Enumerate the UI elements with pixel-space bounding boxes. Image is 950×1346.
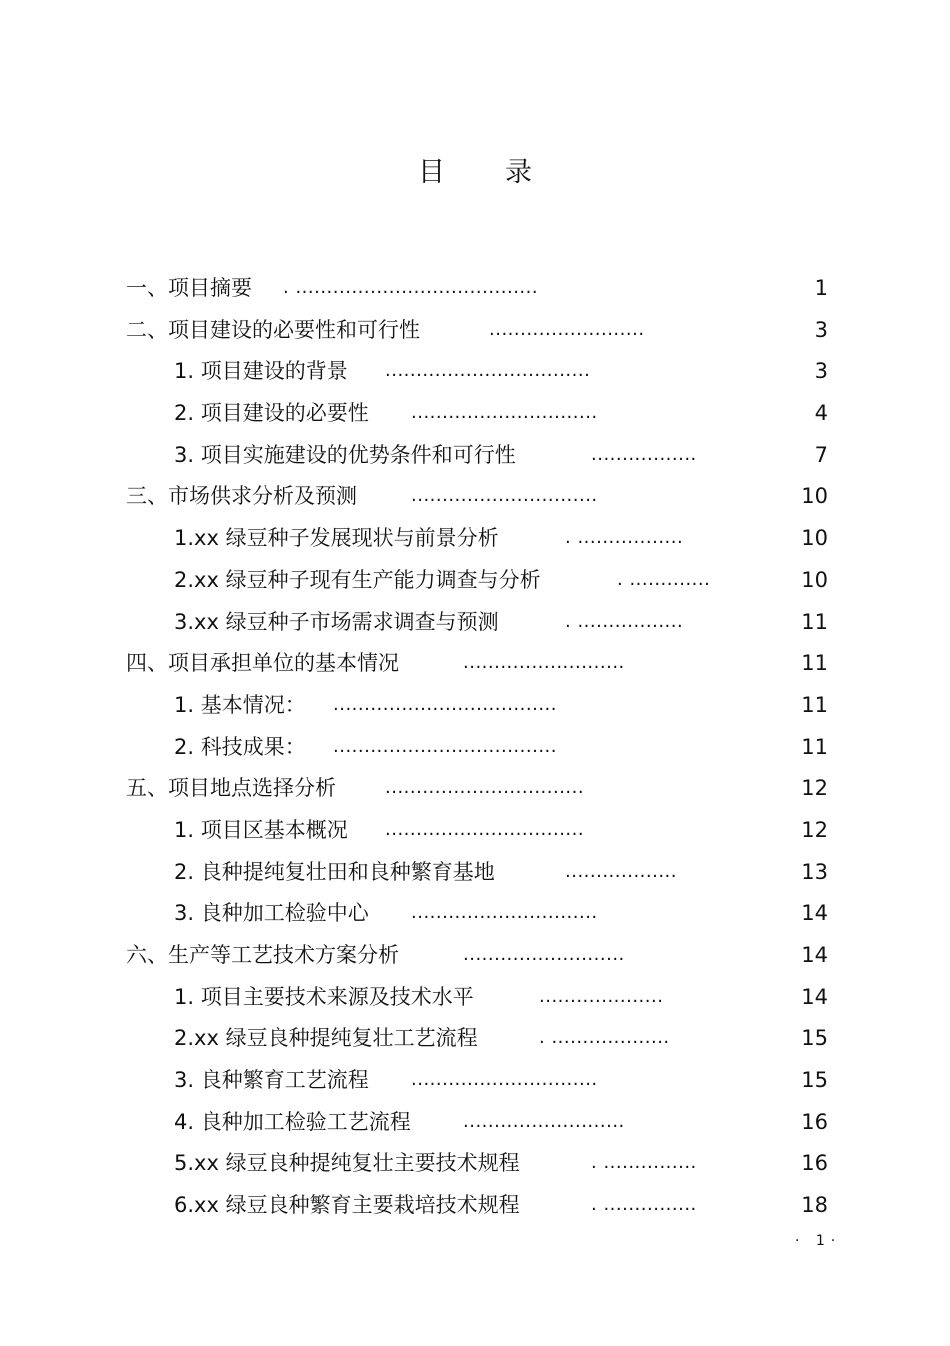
toc-entry-page-number: 11 [801,692,828,717]
toc-entry-leader-dots: . ....................................... [283,277,539,298]
toc-entry-label: 1. 项目主要技术来源及技术水平 [174,984,474,1009]
toc-entry-label: 二、项目建设的必要性和可行性 [126,317,420,342]
toc-entry-label: 4. 良种加工检验工艺流程 [174,1109,411,1134]
toc-entry[interactable] [0,520,950,562]
toc-title-char-2: 录 [505,157,532,188]
toc-entry-page-number: 14 [801,901,828,926]
toc-entry-label: 2. 科技成果： [174,734,306,759]
toc-entry-page-number: 16 [801,1151,828,1176]
toc-entry-label: 3. 良种繁育工艺流程 [174,1068,369,1093]
toc-entry-page-number: 15 [801,1026,828,1051]
page-number-footer: · 1· [795,1233,842,1249]
toc-entry[interactable] [0,729,950,771]
toc-entry-leader-dots: . ............... [591,1152,697,1174]
toc-entry[interactable] [0,687,950,729]
toc-entry-label: 5.xx 绿豆良种提纯复壮主要技术规程 [174,1151,520,1176]
toc-entry-leader-dots: .................... [539,985,664,1007]
toc-entry-leader-dots: .................. [565,860,677,882]
toc-entry[interactable] [0,1104,950,1146]
toc-title-char-1: 目 [418,157,445,188]
toc-entry-page-number: 12 [801,776,828,801]
toc-entry-label: 6.xx 绿豆良种繁育主要栽培技术规程 [174,1193,520,1218]
toc-entry-page-number: 18 [801,1193,828,1218]
toc-entry-leader-dots: .......................... [463,944,625,965]
toc-entry[interactable] [0,770,950,812]
toc-entry-leader-dots: . ............... [591,1194,697,1216]
toc-entry-page-number: 3 [814,317,828,342]
toc-entry[interactable] [0,604,950,646]
toc-entry-label: 2.xx 绿豆种子现有生产能力调查与分析 [174,567,541,592]
toc-entry-label: 3. 良种加工检验中心 [174,901,369,926]
toc-entry-page-number: 11 [801,651,828,676]
toc-entry[interactable] [0,353,950,395]
toc-entry-leader-dots: .......................... [463,1110,625,1132]
toc-entry-label: 1. 项目区基本概况 [174,817,348,842]
toc-entry-label: 1.xx 绿豆种子发展现状与前景分析 [174,526,499,551]
toc-entry-label: 一、项目摘要 [126,276,252,300]
toc-entry[interactable] [0,1187,950,1229]
toc-entry-leader-dots: . ................... [539,1027,670,1049]
toc-entry-label: 2.xx 绿豆良种提纯复壮工艺流程 [174,1026,478,1051]
toc-entry-page-number: 14 [801,943,828,967]
toc-entry-page-number: 12 [801,817,828,842]
toc-entry[interactable] [0,562,950,604]
toc-entry[interactable] [0,979,950,1021]
toc-entry-leader-dots: . ................. [565,527,684,549]
toc-entry-label: 2. 项目建设的必要性 [174,401,369,426]
toc-entry-leader-dots: .............................. [411,485,598,507]
toc-entry-leader-dots: .................................... [333,693,557,715]
toc-entry[interactable] [0,1145,950,1187]
toc-entry-leader-dots: ......................... [489,318,645,340]
toc-entry-label: 六、生产等工艺技术方案分析 [126,943,399,967]
toc-entry-page-number: 14 [801,984,828,1009]
toc-entry-label: 1. 基本情况： [174,692,306,717]
toc-entry-leader-dots: . ............. [617,568,711,590]
toc-entry[interactable] [0,270,950,312]
toc-entry-leader-dots: ................. [591,443,697,465]
toc-entry-label: 3.xx 绿豆种子市场需求调查与预测 [174,609,499,634]
toc-entry-label: 四、项目承担单位的基本情况 [126,651,399,676]
toc-entry-label: 3. 项目实施建设的优势条件和可行性 [174,442,516,467]
toc-entry-page-number: 10 [801,484,828,509]
toc-entry-leader-dots: .............................. [411,1069,598,1091]
toc-entry[interactable] [0,1020,950,1062]
toc-entry[interactable] [0,854,950,896]
toc-title [0,150,950,189]
toc-entry-label: 三、市场供求分析及预测 [126,484,357,509]
toc-entry-leader-dots: ................................ [385,818,585,840]
toc-entry[interactable] [0,437,950,479]
toc-entry-page-number: 11 [801,609,828,634]
toc-entry-page-number: 15 [801,1068,828,1093]
toc-entry[interactable] [0,937,950,979]
table-of-contents [0,270,950,1229]
toc-entry-leader-dots: ................................. [385,360,591,382]
toc-entry-page-number: 3 [814,359,828,384]
toc-entry[interactable] [0,478,950,520]
toc-entry-label: 五、项目地点选择分析 [126,776,336,801]
toc-entry-page-number: 16 [801,1109,828,1134]
toc-entry-leader-dots: .............................. [411,402,598,424]
toc-entry-page-number: 13 [801,859,828,884]
toc-entry[interactable] [0,312,950,354]
toc-entry-page-number: 10 [801,567,828,592]
toc-entry-page-number: 1 [814,276,828,300]
toc-entry-leader-dots: .............................. [411,902,598,924]
toc-entry[interactable] [0,812,950,854]
toc-entry-leader-dots: .................................... [333,735,557,757]
toc-entry-label: 2. 良种提纯复壮田和良种繁育基地 [174,859,495,884]
toc-entry-label: 1. 项目建设的背景 [174,359,348,384]
toc-entry-page-number: 10 [801,526,828,551]
toc-entry-leader-dots: . ................. [565,610,684,632]
toc-entry-page-number: 11 [801,734,828,759]
toc-entry[interactable] [0,895,950,937]
toc-entry-page-number: 7 [814,442,828,467]
toc-entry-page-number: 4 [814,401,828,426]
toc-entry[interactable] [0,1062,950,1104]
toc-entry-leader-dots: .......................... [463,652,625,674]
toc-entry-leader-dots: ................................ [385,777,585,799]
toc-entry[interactable] [0,395,950,437]
toc-entry[interactable] [0,645,950,687]
